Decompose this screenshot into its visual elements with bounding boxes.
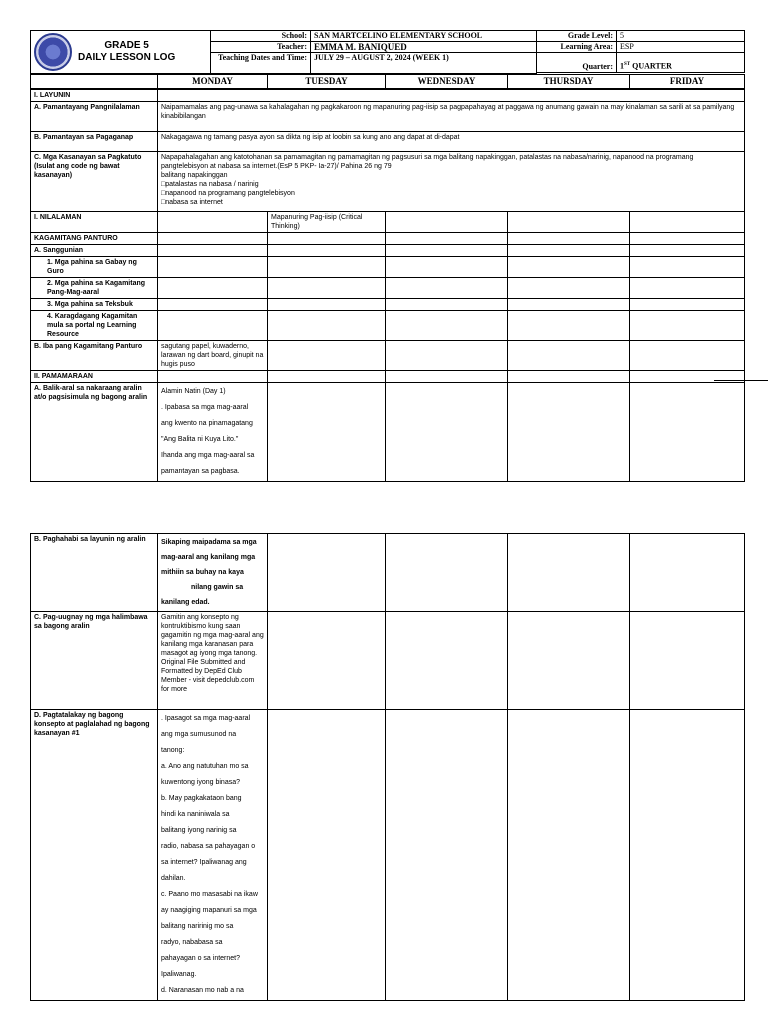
day-wednesday: WEDNESDAY xyxy=(386,74,508,88)
balik-aral-text: Alamin Natin (Day 1) . Ipabasa sa mga mag-aaral ang kwento na pinamagatang "Ang Balita ni Kuya Lito." Ihanda ang mga mag-aaral sa pamantayan sa pagbasa. xyxy=(158,382,268,481)
pag-uugnay-text: Gamitin ang konsepto ng kontruktibismo kung saan gagamitin ng mga mag-aaral ang kanilang mga karanasan para masagot ag iyong mga tanong. Original File Submitted and Formatted by DepEd Club Member - visit depedclub.com for more xyxy=(158,612,268,710)
day-friday: FRIDAY xyxy=(630,74,745,88)
kagamitan-heading: KAGAMITANG PANTURO xyxy=(31,232,158,244)
dates-value: JULY 29 – AUGUST 2, 2024 (WEEK 1) xyxy=(311,53,537,74)
objectives-table xyxy=(30,89,745,482)
kasanayan-text: Napapahalagahan ang katotohanan sa pamamagitan ng pamamagitan ng pagsusuri sa mga balitang napakinggan, patalastas na nabasa/narinig, napanood na programang pangtelebisyon at nabasa sa internet.(EsP 5 PKP- Ia-27)/ Pahina 26 ng 79 balitang napakinggan □patalastas na nabasa / narinig □napanood na programang pangtelebisyon □nabasa sa internet xyxy=(158,151,745,211)
procedure-table xyxy=(30,533,745,1001)
pag-uugnay-label: C. Pag-uugnay ng mga halimbawa sa bagong aralin xyxy=(31,612,158,710)
pagtatalakay-label: D. Pagtatalakay ng bagong konsepto at paglalahad ng bagong kasanayan #1 xyxy=(31,710,158,1001)
layunin-heading: I. LAYUNIN xyxy=(31,89,158,101)
gabay-label: 1. Mga pahina sa Gabay ng Guro xyxy=(31,256,158,277)
header-table xyxy=(30,30,745,74)
days-header xyxy=(30,74,745,89)
teacher-label: Teacher: xyxy=(211,42,311,53)
pagaganap-label: B. Pamantayan sa Pagaganap xyxy=(31,131,158,151)
pagtatalakay-text: . Ipasagot sa mga mag-aaral ang mga sumusunod na tanong: a. Ano ang natutuhan mo sa kuwentong iyong binasa? b. May pagkakataon bang hindi ka naniniwala sa balitang iyong narinig sa radio, nabasa sa pahayagan o sa internet? Ipaliwanag ang dahilan. c. Paano mo masasabi na ikaw ay naagiging mapanuri sa mga balitang naririnig mo sa radyo, nababasa sa pahayagan o sa internet? Ipaliwanag. d. Naranasan mo nab a na xyxy=(158,710,268,1001)
school-label: School: xyxy=(211,31,311,42)
dates-label: Teaching Dates and Time: xyxy=(211,53,311,74)
balik-aral-label: A. Balik-aral sa nakaraang aralin at/o pagsisimula ng bagong aralin xyxy=(31,382,158,481)
lesson-log-page-2 xyxy=(30,533,744,1001)
quarter-value: 1ST QUARTER xyxy=(617,53,745,73)
paghahabi-text: Sikaping maipadama sa mga mag-aaral ang kanilang mga mithiin sa buhay na kaya nilang gawin sa kanilang edad. xyxy=(158,534,268,612)
quarter-label: Quarter: xyxy=(537,53,617,73)
paghahabi-label: B. Paghahabi sa layunin ng aralin xyxy=(31,534,158,612)
day-tuesday: TUESDAY xyxy=(268,74,386,88)
area-label: Learning Area: xyxy=(537,42,617,53)
kagamitang-label: 2. Mga pahina sa Kagamitang Pang-Mag-aaral xyxy=(31,277,158,298)
title-cell xyxy=(31,31,211,74)
lesson-log-page-1 xyxy=(30,30,744,482)
sanggunian-label: A. Sanggunian xyxy=(31,244,158,256)
pagaganap-text: Nakagagawa ng tamang pasya ayon sa dikta ng isip at loobin sa kung ano ang dapat at di-dapat xyxy=(158,131,745,151)
teacher-value: EMMA M. BANIQUED xyxy=(311,42,537,53)
pamantayang-label: A. Pamantayang Pangnilalaman xyxy=(31,101,158,131)
pamantayang-text: Naipamamalas ang pag-unawa sa kahalagahan ng pagkakaroon ng mapanuring pag-iisip sa pagpapahayag at paggawa ng anumang gawain na may kinalaman sa sarili at sa pamilyang kinabibilangan xyxy=(158,101,745,131)
nilalaman-tuesday: Mapanuring Pag-iisip (Critical Thinking) xyxy=(268,211,386,232)
teksbuk-label: 3. Mga pahina sa Teksbuk xyxy=(31,298,158,310)
day-monday: MONDAY xyxy=(158,74,268,88)
kasanayan-label: C. Mga Kasanayan sa Pagkatuto (Isulat ang code ng bawat kasanayan) xyxy=(31,151,158,211)
nilalaman-heading: I. NILALAMAN xyxy=(31,211,158,232)
overflow-line xyxy=(714,380,768,381)
grade-value: 5 xyxy=(617,31,745,42)
iba-text: sagutang papel, kuwaderno, larawan ng dart board, ginupit na hugis puso xyxy=(158,340,268,370)
iba-label: B. Iba pang Kagamitang Panturo xyxy=(31,340,158,370)
karagdagang-label: 4. Karagdagang Kagamitan mula sa portal ng Learning Resource xyxy=(31,310,158,340)
school-value: SAN MARTCELINO ELEMENTARY SCHOOL xyxy=(311,31,537,42)
grade-title: GRADE 5 xyxy=(104,39,149,51)
deped-seal-icon xyxy=(34,33,72,71)
log-title: DAILY LESSON LOG xyxy=(78,51,176,63)
grade-label: Grade Level: xyxy=(537,31,617,42)
day-thursday: THURSDAY xyxy=(508,74,630,88)
pamamaraan-heading: II. PAMAMARAAN xyxy=(31,370,158,382)
area-value: ESP xyxy=(617,42,745,53)
